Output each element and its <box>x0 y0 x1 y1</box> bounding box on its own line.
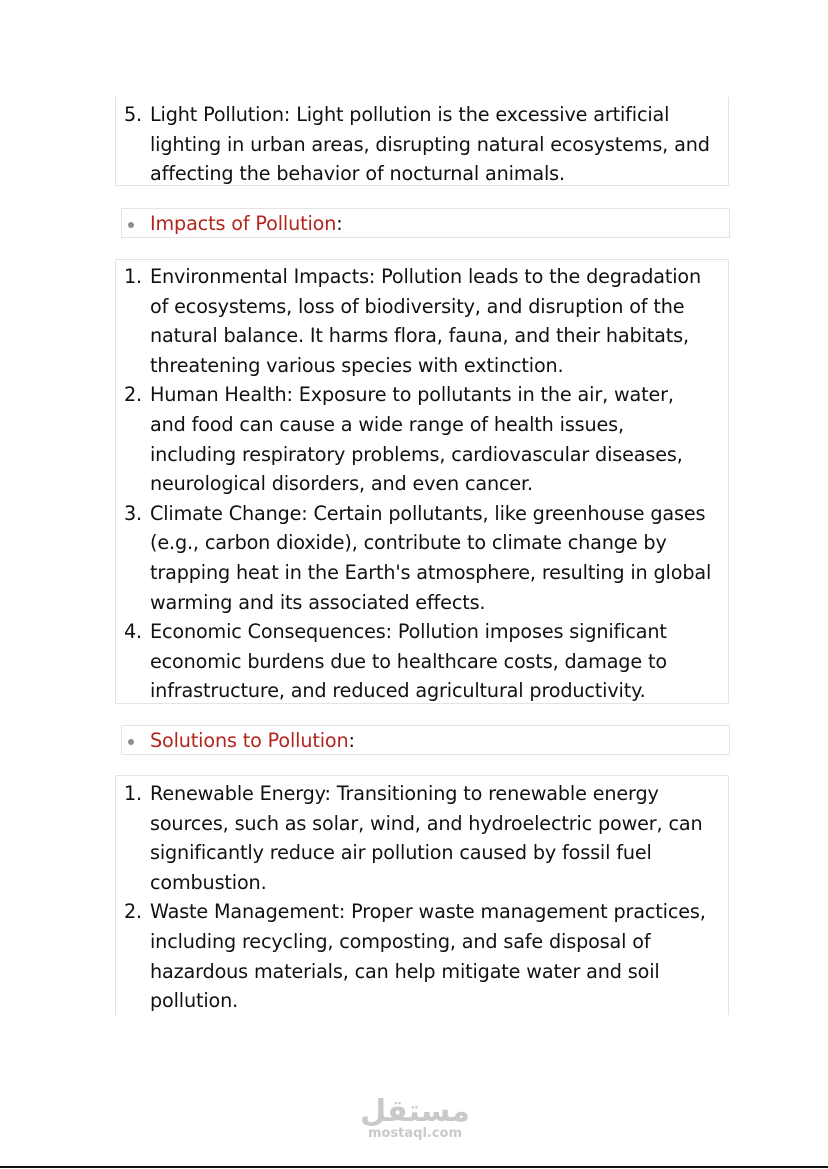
list-item-line: Human Health: Exposure to pollutants in the air, water, <box>150 383 674 407</box>
impacts-heading-title: Impacts of Pollution <box>150 212 337 235</box>
list-item-line: Light Pollution: Light pollution is the excessive artificial <box>150 103 670 126</box>
list-item <box>116 897 728 1015</box>
solutions-list <box>116 779 728 1016</box>
list-item-line: Economic Consequences: Pollution imposes significant <box>150 620 667 644</box>
list-item <box>116 617 728 706</box>
list-item-line: warming and its associated effects. <box>150 590 486 614</box>
heading-colon: : <box>336 212 343 235</box>
list-item-number: 1. <box>124 265 143 288</box>
list-item-line: Renewable Energy: Transitioning to renewable energy <box>150 782 659 805</box>
list-item <box>116 779 728 897</box>
list-item-line: infrastructure, and reduced agricultural productivity. <box>150 679 646 703</box>
solutions-block <box>115 775 729 1015</box>
list-item-line: of ecosystems, loss of biodiversity, and disruption of the <box>150 294 685 318</box>
list-item <box>116 100 728 189</box>
solutions-heading-text <box>150 726 355 755</box>
list-item-line: affecting the behavior of nocturnal animals. <box>150 162 565 186</box>
list-item-line: combustion. <box>150 870 267 894</box>
mostaql-watermark <box>360 1095 470 1141</box>
watermark-latin-text: mostaql.com <box>367 1126 463 1141</box>
list-item-number: 5. <box>124 103 143 126</box>
list-item-line: natural balance. It harms flora, fauna, and their habitats, <box>150 324 689 348</box>
impacts-heading-text <box>150 209 343 238</box>
list-item <box>116 380 728 498</box>
list-item-line: hazardous materials, can help mitigate water and soil <box>150 959 660 983</box>
heading-colon: : <box>348 729 355 752</box>
list-item-line: including respiratory problems, cardiovascular diseases, <box>150 442 683 466</box>
list-item-line: including recycling, composting, and safe disposal of <box>150 929 651 953</box>
list-item <box>116 499 728 617</box>
list-item <box>116 262 728 380</box>
list-item-line: pollution. <box>150 989 239 1013</box>
list-item-line: and food can cause a wide range of health issues, <box>150 412 624 436</box>
list-item-line: economic burdens due to healthcare costs, damage to <box>150 649 667 673</box>
list-item-line: trapping heat in the Earth's atmosphere, resulting in global <box>150 560 712 584</box>
list-item-line: Climate Change: Certain pollutants, like greenhouse gases <box>150 501 706 525</box>
top-list <box>116 100 728 189</box>
list-item-line: threatening various species with extinction. <box>150 353 564 377</box>
list-item-number: 3. <box>124 501 143 525</box>
impacts-list <box>116 262 728 706</box>
list-item-number: 2. <box>124 383 143 407</box>
list-item-line: (e.g., carbon dioxide), contribute to climate change by <box>150 531 667 555</box>
list-item-line: lighting in urban areas, disrupting natural ecosystems, and <box>150 132 710 156</box>
list-item-line: significantly reduce air pollution caused by fossil fuel <box>150 841 652 865</box>
solutions-heading <box>121 725 730 755</box>
solutions-heading-title: Solutions to Pollution <box>150 729 349 752</box>
list-item-line: Environmental Impacts: Pollution leads to the degradation <box>150 265 701 288</box>
list-item-number: 4. <box>124 620 143 644</box>
list-item-line: neurological disorders, and even cancer. <box>150 472 533 496</box>
list-item-number: 1. <box>124 782 143 805</box>
impacts-heading <box>121 208 730 238</box>
watermark-arabic-text: مستقل <box>360 1094 470 1129</box>
bullet-dot-icon <box>128 739 134 745</box>
impacts-block <box>115 259 729 704</box>
page-bottom-rule <box>0 1166 828 1168</box>
list-item-line: sources, such as solar, wind, and hydroelectric power, can <box>150 811 703 835</box>
list-item-line: Waste Management: Proper waste management practices, <box>150 900 706 924</box>
list-item-number: 2. <box>124 900 143 924</box>
bullet-dot-icon <box>128 222 134 228</box>
light-pollution-block <box>115 97 729 186</box>
